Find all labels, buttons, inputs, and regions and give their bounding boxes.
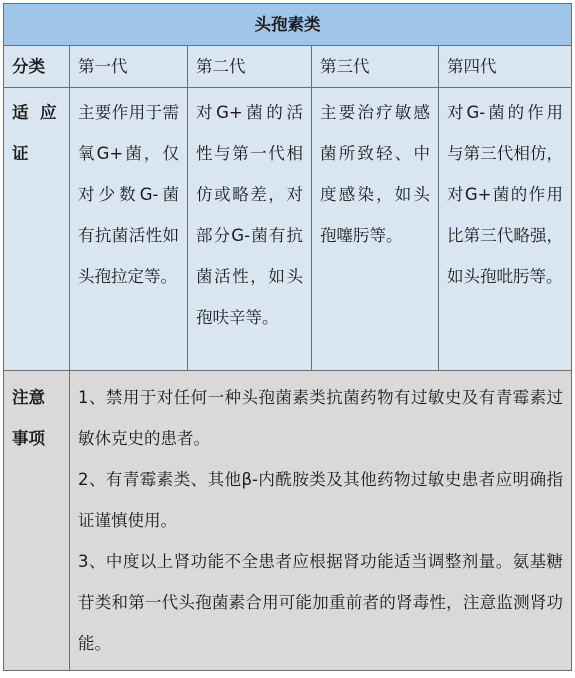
indications-label (4, 88, 70, 371)
note-item-1: 1、禁用于对任何一种头孢菌素类抗菌药物有过敏史及有青霉素过敏休克史的患者。 (78, 388, 564, 448)
indications-row (4, 88, 572, 371)
notes-label-line2: 事项 (12, 429, 45, 448)
notes-content (70, 371, 572, 671)
notes-label-line1: 注意 (12, 388, 45, 407)
indications-gen2: 对G+菌的活性与第一代相仿或略差，对部分G-菌有抗菌活性，如头孢呋辛等。 (188, 88, 312, 371)
indications-gen3: 主要治疗敏感菌所致轻、中度感染，如头孢噻肟等。 (312, 88, 439, 371)
indications-label-line2: 证 (12, 144, 29, 163)
indications-label-line1: 适 应 (12, 103, 57, 122)
table-title: 头孢素类 (4, 4, 572, 46)
header-gen2: 第二代 (188, 46, 312, 88)
note-item-3: 3、中度以上肾功能不全患者应根据肾功能适当调整剂量。氨基糖苷类和第一代头孢菌素合用可能加重前者的肾毒性，注意监测肾功能。 (78, 552, 564, 653)
cephalosporin-table (3, 3, 572, 671)
note-item-2: 2、有青霉素类、其他β-内酰胺类及其他药物过敏史患者应明确指证谨慎使用。 (78, 470, 564, 530)
indications-gen4: 对G-菌的作用与第三代相仿，对G+菌的作用比第三代略强，如头孢吡肟等。 (439, 88, 572, 371)
header-gen4: 第四代 (439, 46, 572, 88)
header-gen1: 第一代 (70, 46, 188, 88)
header-gen3: 第三代 (312, 46, 439, 88)
header-category: 分类 (4, 46, 70, 88)
notes-label (4, 371, 70, 671)
header-row (4, 46, 572, 88)
indications-gen1: 主要作用于需氧G+菌，仅对少数G-菌有抗菌活性如头孢拉定等。 (70, 88, 188, 371)
notes-row (4, 371, 572, 671)
